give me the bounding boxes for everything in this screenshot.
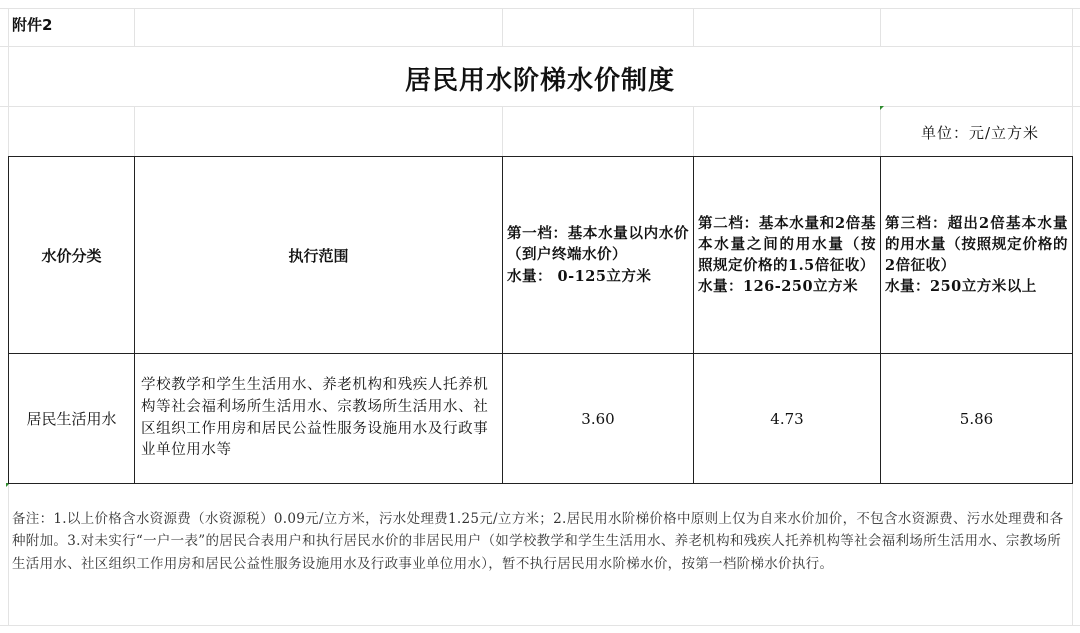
tier1-price-value: 3.60 [581,409,615,428]
unit-label: 单位：元/立方米 [920,123,1040,142]
header-scope-text: 执行范围 [288,246,349,265]
gridline [502,8,503,46]
row-tier2-price [694,354,880,483]
gridline [0,625,1080,626]
gridline [0,46,1080,47]
page-title: 居民用水阶梯水价制度 [404,65,675,96]
row-tier1-price [503,354,693,483]
header-tier2 [694,157,880,353]
comment-marker [880,106,884,110]
attachment-label: 附件2 [12,16,53,34]
header-tier1-text: 第一档：基本水量以内水价（到户终端水价） 水量： 0-125立方米 [507,225,689,285]
gridline [134,8,135,46]
table-border [8,483,1073,484]
row-scope [135,354,502,483]
gridline [0,8,1080,9]
gridline [693,106,694,156]
footnote: 备注：1.以上价格含水资源费（水资源税）0.09元/立方米，污水处理费1.25元/立方米；2.居民用水阶梯价格中原则上仅为自来水价加价，不包含水资源费、污水处理费和各种附加。3.对未实行“一户一表”的居民合表用户和执行居民水价的非居民用户（如学校教学和学生生活用水、养老机构和残疾人托养机构等社会福利场所生活用水、宗教场所生活用水、社区组织工作用房和居民公益性服务设施用水及行政事业单位用水），暂不执行居民用水阶梯水价，按第一档阶梯水价执行。 [12,511,1064,572]
header-tier3-text: 第三档：超出2倍基本水量的用水量（按照规定价格的2倍征收） 水量：250立方米以上 [885,214,1068,296]
tier2-price-value: 4.73 [770,409,804,428]
header-scope [135,157,502,353]
header-category-text: 水价分类 [41,246,102,265]
header-tier2-text: 第二档：基本水量和2倍基本水量之间的用水量（按照规定价格的1.5倍征收） 水量：126-250立方米 [698,214,876,296]
gridline [134,106,135,156]
tier3-price-value: 5.86 [959,409,994,428]
gridline [0,106,1080,107]
header-tier1 [503,157,693,353]
table-border [1072,156,1073,484]
header-tier3 [881,157,1072,353]
gridline [502,106,503,156]
header-category [9,157,134,353]
table-row [9,354,134,483]
gridline [880,8,881,46]
row-category: 居民生活用水 [26,410,117,428]
row-scope-text: 学校教学和学生生活用水、养老机构和残疾人托养机构等社会福利场所生活用水、宗教场所生活用水、社区组织工作用房和居民公益性服务设施用水及行政事业单位用水等 [141,377,489,459]
row-tier3-price [881,354,1072,483]
gridline [693,8,694,46]
